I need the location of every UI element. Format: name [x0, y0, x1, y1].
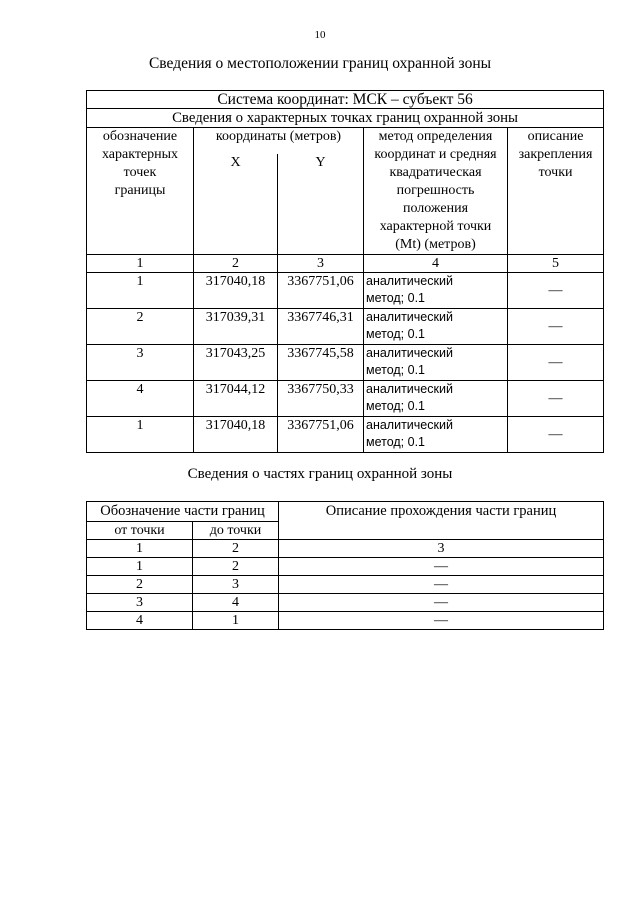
boundary-points-table [86, 90, 604, 453]
coord-y: 3367745,58 [278, 345, 364, 381]
point-id: 2 [87, 309, 194, 345]
fixation-description: — [508, 309, 604, 345]
table-row [87, 417, 604, 453]
from-point: 4 [87, 612, 193, 630]
col-number: 2 [193, 540, 279, 558]
header-method: метод определения координат и средняя квадратическая погрешность положения характерной точки (Mt) (метров) [364, 128, 508, 255]
header-description: описание закрепления точки [508, 128, 604, 255]
coord-y: 3367750,33 [278, 381, 364, 417]
point-id: 1 [87, 273, 194, 309]
header-from-point: от точки [87, 522, 193, 540]
from-point: 2 [87, 576, 193, 594]
point-id: 3 [87, 345, 194, 381]
coord-x: 317044,12 [194, 381, 278, 417]
coord-x: 317043,25 [194, 345, 278, 381]
col-number: 3 [279, 540, 604, 558]
point-id: 1 [87, 417, 194, 453]
to-point: 1 [193, 612, 279, 630]
to-point: 3 [193, 576, 279, 594]
fixation-description: — [508, 417, 604, 453]
coord-y: 3367746,31 [278, 309, 364, 345]
table-row [87, 558, 604, 576]
part-description: — [279, 576, 604, 594]
col-number: 2 [194, 255, 278, 273]
method: аналитический метод; 0.1 [364, 381, 508, 417]
header-coordinates: координаты (метров) [194, 128, 364, 155]
part-description: — [279, 612, 604, 630]
boundary-parts-table [86, 501, 604, 630]
header-point-designation: обозначение характерных точек границы [87, 128, 194, 255]
to-point: 4 [193, 594, 279, 612]
coord-y: 3367751,06 [278, 273, 364, 309]
col-number: 4 [364, 255, 508, 273]
coord-x: 317039,31 [194, 309, 278, 345]
header-to-point: до точки [193, 522, 279, 540]
coord-x: 317040,18 [194, 273, 278, 309]
table-row [87, 612, 604, 630]
table-row [87, 345, 604, 381]
col-number: 1 [87, 540, 193, 558]
fixation-description: — [508, 381, 604, 417]
table-row [87, 381, 604, 417]
section-title: Сведения о местоположении границ охранной зоны [148, 55, 492, 72]
header-part-designation: Обозначение части границ [87, 502, 279, 522]
col-number: 5 [508, 255, 604, 273]
header-part-description: Описание прохождения части границ [279, 502, 604, 540]
part-description: — [279, 558, 604, 576]
header-y: Y [278, 154, 364, 255]
point-id: 4 [87, 381, 194, 417]
coord-x: 317040,18 [194, 417, 278, 453]
coordinate-system-label: Система координат: МСК – субъект 56 [87, 91, 604, 109]
fixation-description: — [508, 345, 604, 381]
coord-y: 3367751,06 [278, 417, 364, 453]
to-point: 2 [193, 558, 279, 576]
table-row [87, 576, 604, 594]
table-row [87, 273, 604, 309]
fixation-description: — [508, 273, 604, 309]
col-number: 3 [278, 255, 364, 273]
page-number: 10 [314, 29, 326, 41]
method: аналитический метод; 0.1 [364, 273, 508, 309]
from-point: 1 [87, 558, 193, 576]
table-row [87, 309, 604, 345]
method: аналитический метод; 0.1 [364, 417, 508, 453]
part-description: — [279, 594, 604, 612]
col-number: 1 [87, 255, 194, 273]
method: аналитический метод; 0.1 [364, 309, 508, 345]
header-x: X [194, 154, 278, 255]
parts-section-title: Сведения о частях границ охранной зоны [187, 466, 453, 482]
from-point: 3 [87, 594, 193, 612]
table-subtitle: Сведения о характерных точках границ охранной зоны [87, 109, 604, 128]
table-row [87, 594, 604, 612]
method: аналитический метод; 0.1 [364, 345, 508, 381]
